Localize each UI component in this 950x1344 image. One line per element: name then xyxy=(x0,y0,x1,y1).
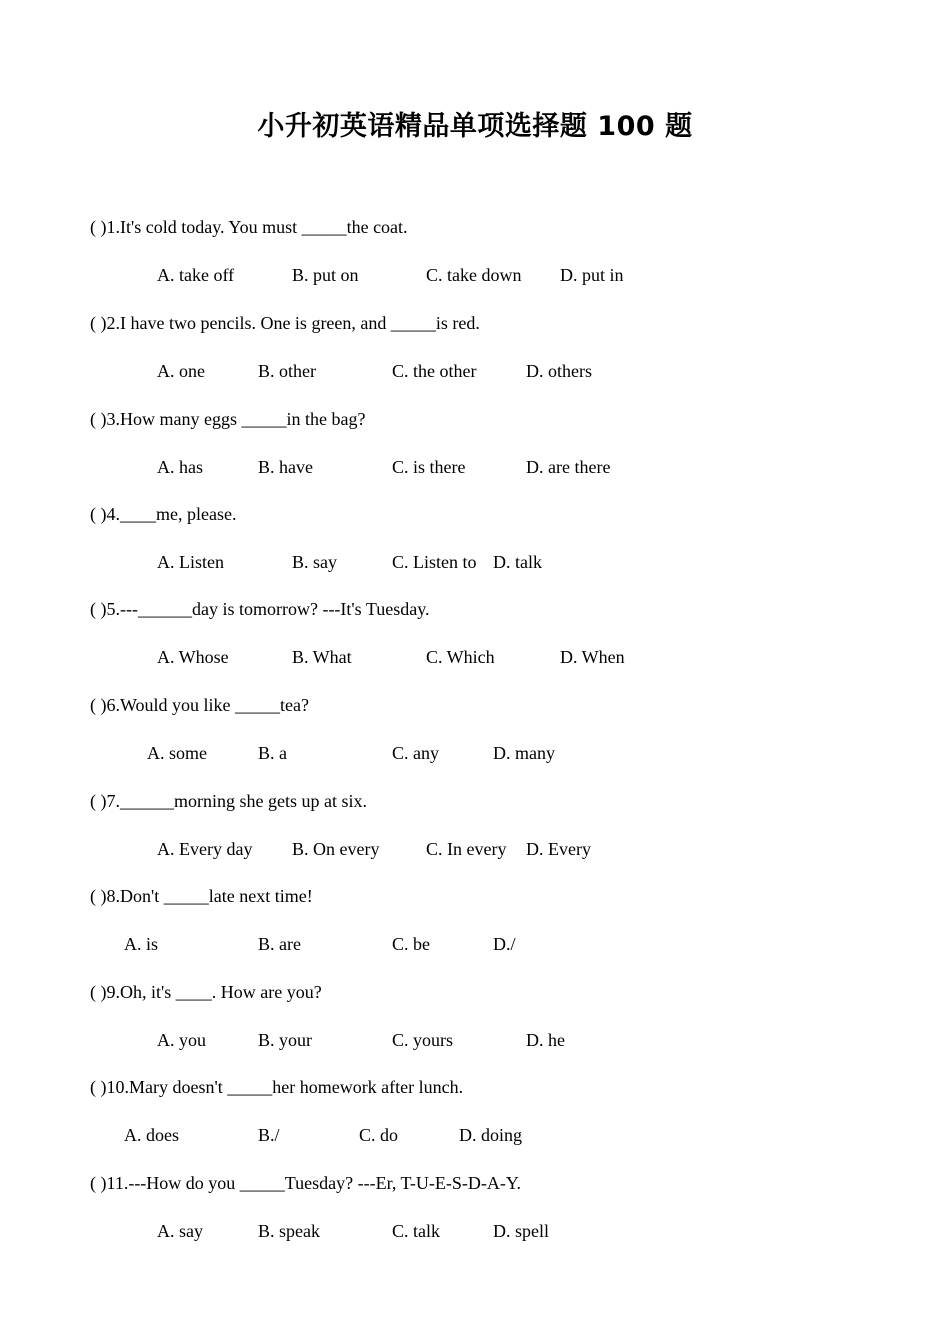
question-stem: ( )9.Oh, it's ____. How are you? xyxy=(90,982,322,1002)
option-c: C. take down xyxy=(426,265,522,285)
page-title: 小升初英语精品单项选择题 100 题 xyxy=(257,111,693,142)
option-d: D. talk xyxy=(493,552,542,572)
question-stem: ( )2.I have two pencils. One is green, and _____is red. xyxy=(90,313,480,333)
option-c: C. Which xyxy=(426,647,495,667)
option-c: C. talk xyxy=(392,1221,440,1241)
option-c: C. be xyxy=(392,934,430,954)
option-a: A. one xyxy=(157,361,205,381)
question-stem: ( )3.How many eggs _____in the bag? xyxy=(90,409,366,429)
option-b: B. have xyxy=(258,457,313,477)
question-stem: ( )6.Would you like _____tea? xyxy=(90,695,309,715)
question-stem: ( )8.Don't _____late next time! xyxy=(90,886,313,906)
option-a: A. say xyxy=(157,1221,203,1241)
question-stem: ( )10.Mary doesn't _____her homework after lunch. xyxy=(90,1077,464,1097)
option-d: D. Every xyxy=(526,839,591,859)
option-b: B. other xyxy=(258,361,316,381)
option-b: B. a xyxy=(258,743,287,763)
option-b: B. On every xyxy=(292,839,380,859)
option-b: B. your xyxy=(258,1030,312,1050)
option-d: D. put in xyxy=(560,265,624,285)
option-d: D. doing xyxy=(459,1125,522,1145)
option-a: A. take off xyxy=(157,265,235,285)
option-b: B. put on xyxy=(292,265,359,285)
option-d: D. are there xyxy=(526,457,611,477)
option-b: B. speak xyxy=(258,1221,320,1241)
option-d: D. When xyxy=(560,647,625,667)
option-b: B. say xyxy=(292,552,337,572)
option-d: D. others xyxy=(526,361,592,381)
question-stem: ( )11.---How do you _____Tuesday? ---Er, T-U-E-S-D-A-Y. xyxy=(90,1173,522,1193)
option-b: B. are xyxy=(258,934,301,954)
option-b: B. What xyxy=(292,647,352,667)
option-c: C. any xyxy=(392,743,439,763)
question-stem: ( )1.It's cold today. You must _____the coat. xyxy=(90,217,408,237)
option-c: C. yours xyxy=(392,1030,454,1050)
option-c: C. is there xyxy=(392,457,466,477)
option-b: B./ xyxy=(258,1125,280,1145)
option-d: D. spell xyxy=(493,1221,549,1241)
option-a: A. Listen xyxy=(157,552,224,572)
option-c: C. do xyxy=(359,1125,399,1145)
question-stem: ( )5.---______day is tomorrow? ---It's Tuesday. xyxy=(90,599,430,619)
option-a: A. has xyxy=(157,457,203,477)
option-a: A. some xyxy=(147,743,207,763)
option-d: D. many xyxy=(493,743,555,763)
option-d: D./ xyxy=(493,934,516,954)
question-stem: ( )7.______morning she gets up at six. xyxy=(90,791,367,811)
question-stem: ( )4.____me, please. xyxy=(90,504,237,524)
option-c: C. the other xyxy=(392,361,477,381)
option-d: D. he xyxy=(526,1030,565,1050)
option-a: A. is xyxy=(124,934,159,954)
option-a: A. Whose xyxy=(157,647,229,667)
option-a: A. you xyxy=(157,1030,206,1050)
option-a: A. does xyxy=(124,1125,179,1145)
option-c: C. Listen to xyxy=(392,552,477,572)
option-a: A. Every day xyxy=(157,839,253,859)
option-c: C. In every xyxy=(426,839,507,859)
